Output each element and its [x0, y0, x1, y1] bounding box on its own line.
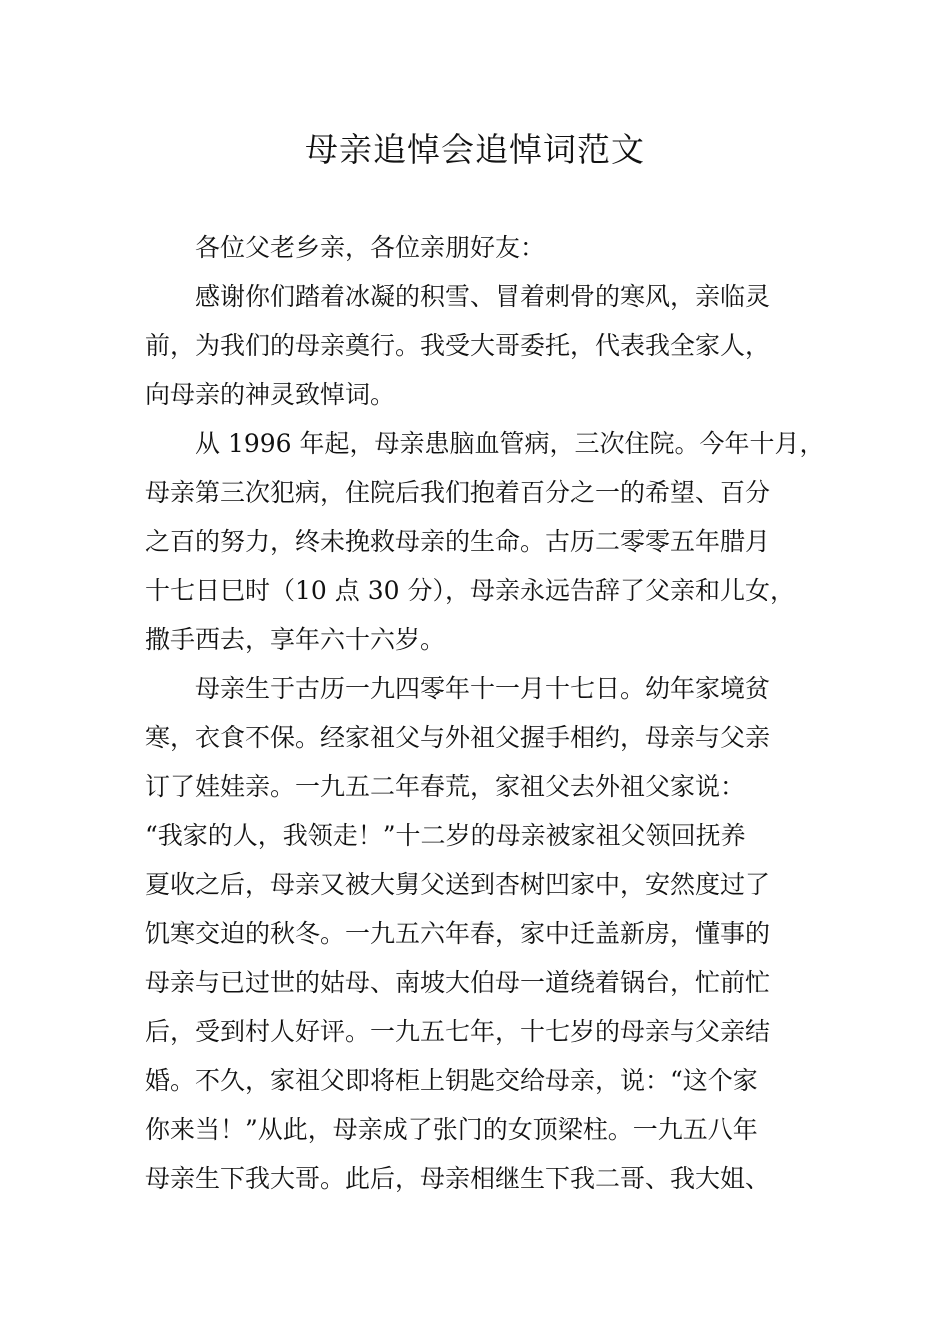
- paragraph-line: 寒，衣食不保。经家祖父与外祖父握手相约，母亲与父亲: [145, 723, 771, 752]
- paragraph-line: 各位父老乡亲，各位亲朋好友：: [195, 233, 546, 262]
- paragraph-line: 夏收之后，母亲又被大舅父送到杏树凹家中，安然度过了: [145, 870, 771, 899]
- document-title: 母亲追悼会追悼词范文: [305, 130, 645, 169]
- document-body: [145, 223, 835, 1203]
- paragraph-line: 饥寒交迫的秋冬。一九五六年春，家中迁盖新房，懂事的: [145, 919, 771, 948]
- paragraph-line: 你来当！”从此，母亲成了张门的女顶梁柱。一九五八年: [145, 1115, 758, 1144]
- paragraph-line: 婚。不久，家祖父即将柜上钥匙交给母亲，说：“这个家: [145, 1066, 758, 1095]
- paragraph-line: 撒手西去，享年六十六岁。: [145, 625, 446, 654]
- paragraph-line: 感谢你们踏着冰凝的积雪、冒着刺骨的寒风，亲临灵: [195, 282, 771, 311]
- paragraph-greeting: [145, 223, 835, 272]
- paragraph-biography: [145, 664, 835, 1203]
- paragraph-line: 订了娃娃亲。一九五二年春荒，家祖父去外祖父家说：: [145, 772, 746, 801]
- paragraph-line: 前，为我们的母亲奠行。我受大哥委托，代表我全家人，: [145, 331, 771, 360]
- paragraph-illness: [145, 419, 835, 664]
- paragraph-line: “我家的人，我领走！”十二岁的母亲被家祖父领回抚养: [145, 821, 746, 850]
- paragraph-line: 母亲与已过世的姑母、南坡大伯母一道绕着锅台，忙前忙: [145, 968, 771, 997]
- paragraph-line: 母亲第三次犯病，住院后我们抱着百分之一的希望、百分: [145, 478, 771, 507]
- paragraph-line: 从 1996 年起，母亲患脑血管病，三次住院。今年十月，: [195, 429, 825, 458]
- paragraph-line: 向母亲的神灵致悼词。: [145, 380, 396, 409]
- paragraph-line: 后，受到村人好评。一九五七年，十七岁的母亲与父亲结: [145, 1017, 771, 1046]
- paragraph-line: 母亲生于古历一九四零年十一月十七日。幼年家境贫: [195, 674, 771, 703]
- paragraph-line: 母亲生下我大哥。此后，母亲相继生下我二哥、我大姐、: [145, 1164, 771, 1193]
- paragraph-line: 十七日巳时（10 点 30 分），母亲永远告辞了父亲和儿女，: [145, 576, 795, 605]
- paragraph-thanks: [145, 272, 835, 419]
- paragraph-line: 之百的努力，终未挽救母亲的生命。古历二零零五年腊月: [145, 527, 771, 556]
